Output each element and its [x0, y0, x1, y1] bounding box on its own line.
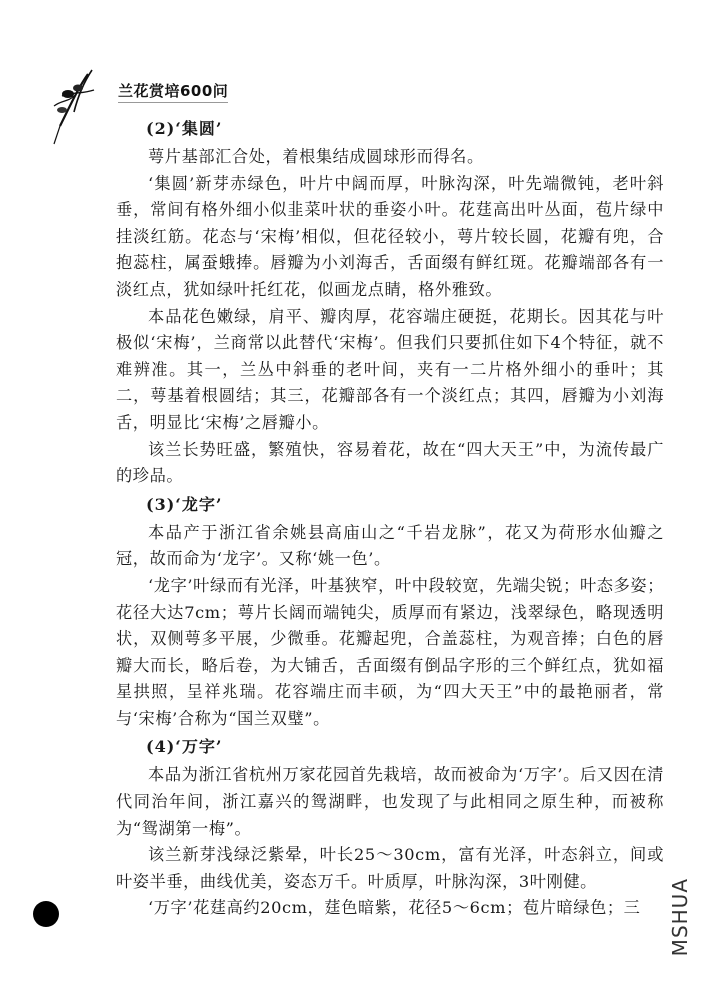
section-longzi: [116, 492, 664, 733]
watermark: MSHUA: [668, 878, 692, 957]
section-title: (4)‘万字’: [146, 737, 223, 757]
book-title: 兰花赏培600问: [118, 80, 228, 103]
paragraph: 本品为浙江省杭州万家花园首先栽培，故而被命为‘万字’。后又因在清代同治年间，浙江嘉兴的鸳湖畔，也发现了与此相同之原生种，而被称为“鸳湖第一梅”。: [116, 765, 664, 838]
orchid-sprig-icon: [48, 66, 120, 146]
section-jiyuan: [116, 116, 664, 490]
paragraph: 本品花色嫩绿，肩平、瓣肉厚，花容端庄硬挺，花期长。因其花与叶极似‘宋梅’，兰商常以此替代‘宋梅’。但我们只要抓住如下4个特征，就不难辨准。其一，兰丛中斜垂的老叶间，夹有一二片格外细小的垂叶；其二，萼基着根圆结；其三，花瓣部各有一个淡红点；其四，唇瓣为小刘海舌，明显比‘宋梅’之唇瓣小。: [116, 306, 664, 432]
paragraph: ‘集圆’新芽赤绿色，叶片中阔而厚，叶脉沟深，叶先端微钝，老叶斜垂，常间有格外细小似韭菜叶状的垂姿小叶。花莛高出叶丛面，苞片绿中挂淡红筋。花态与‘宋梅’相似，但花径较小，萼片较长圆，花瓣有兜，合抱蕊柱，属蚕蛾捧。唇瓣为小刘海舌，舌面缀有鲜红斑。花瓣端部各有一淡红点，犹如绿叶托红花，似画龙点睛，格外雅致。: [116, 173, 664, 299]
section-wanzi: [116, 734, 664, 922]
section-title: (2)‘集圆’: [146, 119, 223, 138]
paragraph: 萼片基部汇合处，着根集结成圆球形而得名。: [148, 147, 484, 166]
black-dot-icon: [33, 901, 59, 927]
paragraph: 该兰长势旺盛，繁殖快，容易着花，故在“四大天王”中，为流传最广的珍品。: [116, 439, 664, 486]
paragraph: 本品产于浙江省余姚县高庙山之“千岩龙脉”，花又为荷形水仙瓣之冠，故而命为‘龙字’。又称‘姚一色’。: [116, 522, 664, 569]
paragraph: 该兰新芽浅绿泛紫晕，叶长25～30cm，富有光泽，叶态斜立，间或叶姿半垂，曲线优美，姿态万千。叶质厚，叶脉沟深，3叶刚健。: [116, 845, 664, 891]
page-body: [116, 114, 664, 922]
paragraph: ‘万字’花莛高约20cm，莛色暗紫，花径5～6cm；苞片暗绿色；三: [148, 898, 641, 918]
section-title: (3)‘龙字’: [146, 494, 223, 514]
paragraph: ‘龙字’叶绿而有光泽，叶基狭窄，叶中段较宽，先端尖锐；叶态多姿；花径大达7cm；萼片长阔而端钝尖，质厚而有紧边，浅翠绿色，略现透明状，双侧萼多平展，少微垂。花瓣起兜，合盖蕊柱，为观音捧；白色的唇瓣大而长，略后卷，为大铺舌，舌面缀有倒品字形的三个鲜红点，犹如福星拱照，呈祥兆瑞。花容端庄而丰硕，为“四大天王”中的最艳丽者，常与‘宋梅’合称为“国兰双璧”。: [116, 575, 664, 728]
